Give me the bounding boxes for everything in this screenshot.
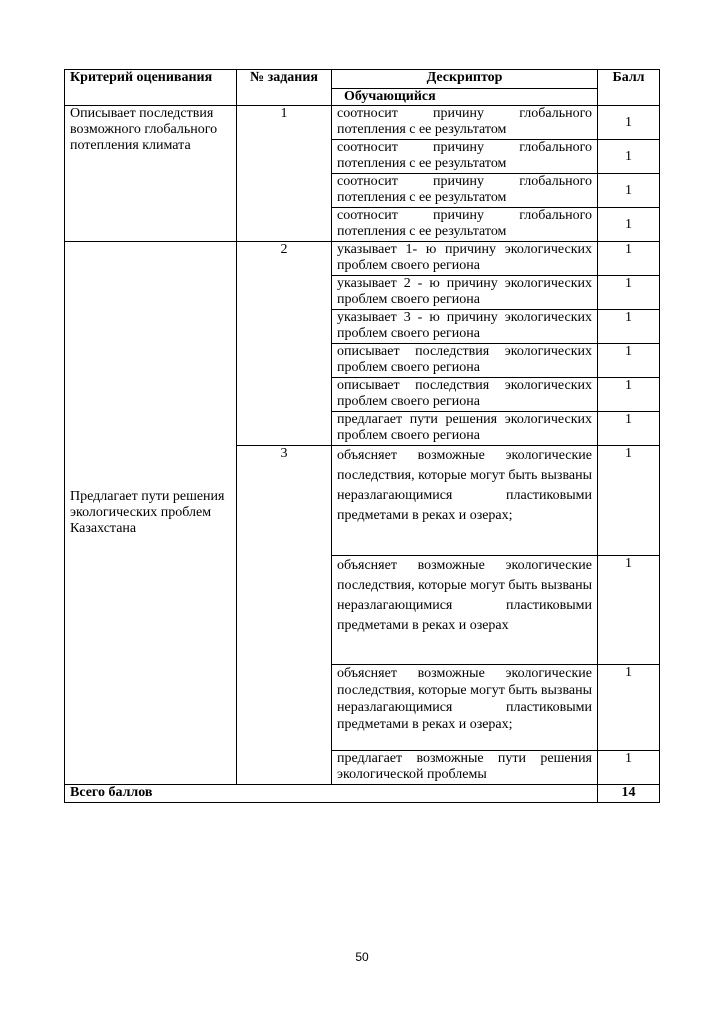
total-label: Всего баллов <box>65 785 598 803</box>
task-number: 2 <box>237 242 332 446</box>
score-cell: 1 <box>598 310 660 344</box>
table-row <box>65 242 660 276</box>
header-learner: Обучающийся <box>332 89 598 106</box>
total-score: 14 <box>598 785 660 803</box>
table-row <box>65 106 660 140</box>
descriptor-cell: предлагает возможные пути решения экологической проблемы <box>332 751 598 785</box>
score-cell: 1 <box>598 378 660 412</box>
score-cell: 1 <box>598 412 660 446</box>
header-criterion: Критерий оценивания <box>65 70 237 106</box>
descriptor-cell: описывает последствия экологических проблем своего региона <box>332 378 598 412</box>
descriptor-cell: соотносит причину глобального потепления с ее результатом <box>332 106 598 140</box>
descriptor-cell: предлагает пути решения экологических проблем своего региона <box>332 412 598 446</box>
header-descriptor: Дескриптор <box>332 70 598 89</box>
descriptor-cell: соотносит причину глобального потепления с ее результатом <box>332 208 598 242</box>
descriptor-cell: описывает последствия экологических проблем своего региона <box>332 344 598 378</box>
score-cell: 1 <box>598 751 660 785</box>
score-cell: 1 <box>598 665 660 751</box>
descriptor-cell: указывает 1- ю причину экологических проблем своего региона <box>332 242 598 276</box>
score-cell: 1 <box>598 344 660 378</box>
criterion-cell: Предлагает пути решения экологических проблем Казахстана <box>65 242 237 785</box>
score-cell: 1 <box>598 242 660 276</box>
task-number: 1 <box>237 106 332 242</box>
criterion-cell: Описывает последствия возможного глобального потепления климата <box>65 106 237 242</box>
score-cell: 1 <box>598 276 660 310</box>
descriptor-cell: объясняет возможные экологические последствия, которые могут быть вызваны неразлагающимися пластиковыми предметами в реках и озерах; <box>332 665 598 751</box>
descriptor-cell: соотносит причину глобального потепления с ее результатом <box>332 174 598 208</box>
score-cell: 1 <box>598 140 660 174</box>
score-cell: 1 <box>598 446 660 556</box>
descriptor-cell: объясняет возможные экологические последствия, которые могут быть вызваны неразлагающимися пластиковыми предметами в реках и озерах; <box>332 446 598 556</box>
score-cell: 1 <box>598 174 660 208</box>
score-cell: 1 <box>598 208 660 242</box>
page-number: 50 <box>355 950 369 964</box>
descriptor-cell: указывает 2 - ю причину экологических проблем своего региона <box>332 276 598 310</box>
header-score: Балл <box>598 70 660 106</box>
descriptor-cell: объясняет возможные экологические последствия, которые могут быть вызваны неразлагающимися пластиковыми предметами в реках и озерах <box>332 556 598 665</box>
assessment-table <box>64 69 660 803</box>
score-cell: 1 <box>598 106 660 140</box>
descriptor-cell: соотносит причину глобального потепления с ее результатом <box>332 140 598 174</box>
header-task: № задания <box>237 70 332 106</box>
descriptor-cell: указывает 3 - ю причину экологических проблем своего региона <box>332 310 598 344</box>
total-row <box>65 785 660 803</box>
task-number: 3 <box>237 446 332 785</box>
score-cell: 1 <box>598 556 660 665</box>
